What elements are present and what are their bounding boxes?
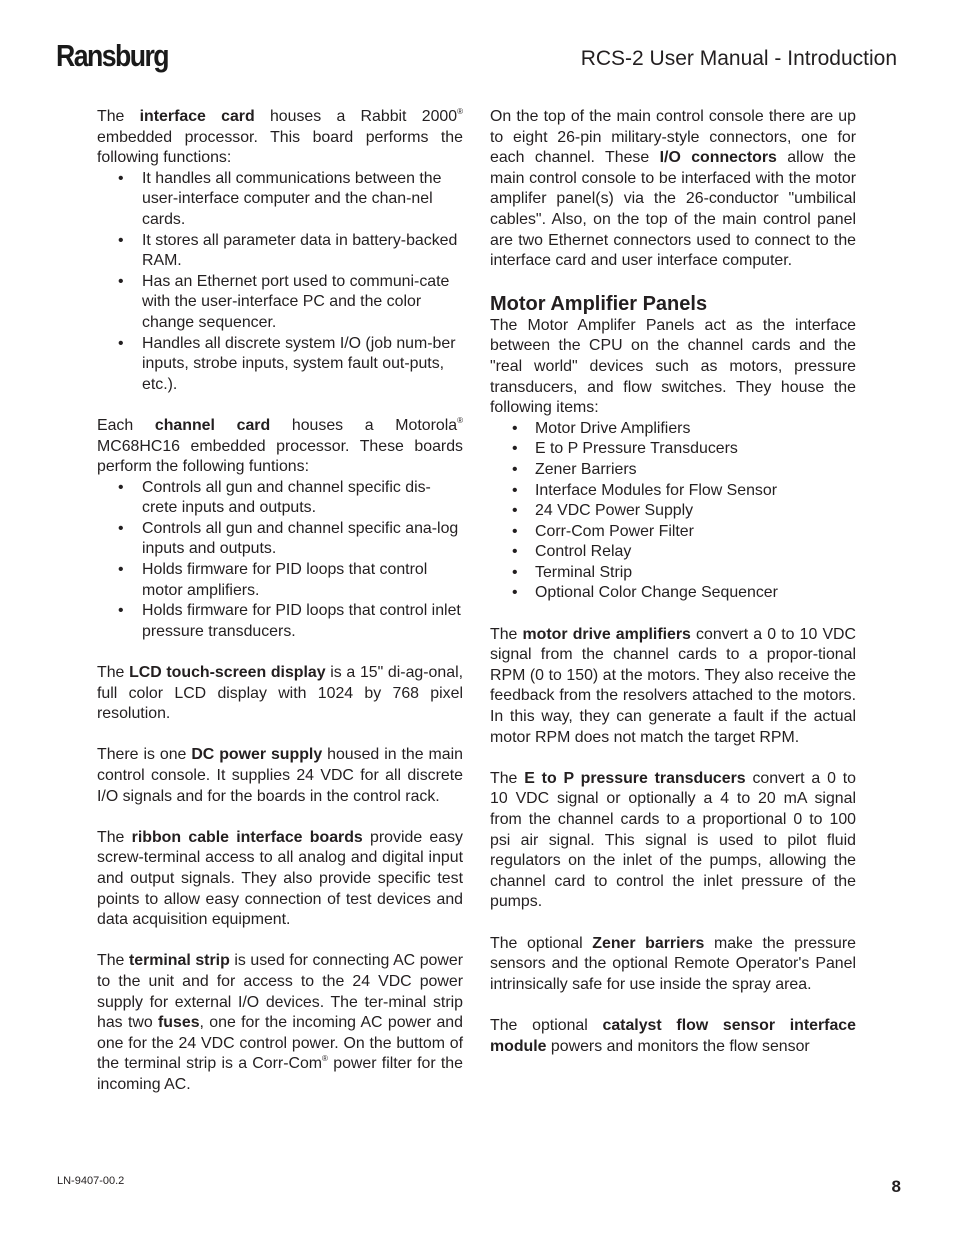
terminal-strip-paragraph: The terminal strip is used for connecting AC power to the unit and for access to the 24 VDC power supply for external I/O devices. The ter-minal strip has two fuses, one for the incoming AC power and one for the 24 VDC control power. On the buttom of the terminal strip is a Corr-Com® power filter for the incoming AC. [97, 952, 464, 1093]
list-item: • Controls all gun and channel specific dis-crete inputs and outputs. [97, 478, 463, 519]
list-item: • Holds firmware for PID loops that control inlet pressure transducers. [97, 601, 463, 642]
list-item: • 24 VDC Power Supply [490, 501, 856, 522]
zener-barriers-paragraph: The optional Zener barriers make the pressure sensors and the optional Remote Operator's Panel intrinsically safe for use inside the spray area. [490, 934, 856, 993]
right-column [490, 107, 856, 1057]
header-title: RCS-2 User Manual - Introduction [580, 47, 897, 70]
list-item: • Control Relay [490, 542, 856, 563]
list-item: • Corr-Com Power Filter [490, 522, 856, 543]
channel-card-functions-list [97, 478, 463, 643]
left-column [97, 107, 463, 1096]
document-number: LN-9407-00.2 [57, 1175, 125, 1187]
list-item: • Motor Drive Amplifiers [490, 419, 856, 440]
list-item: • Has an Ethernet port used to communi-cate with the user-interface PC and the color change sequencer. [97, 272, 463, 334]
interface-card-functions-list [97, 169, 463, 396]
pressure-transducers-paragraph: The E to P pressure transducers convert a 0 to 10 VDC signal or optionally a 4 to 20 mA signal from the channel cards to a proportional 0 to 100 psi air signal. This signal is used to pilot fluid regulators on the inlet of the pumps, allowing the channel card to control the inlet pressure of the pumps. [490, 769, 857, 911]
list-item: • It stores all parameter data in battery-backed RAM. [97, 231, 463, 272]
brand-logo: Ransburg [56, 38, 169, 73]
motor-amplifier-items-list [490, 419, 856, 604]
page-number: 8 [891, 1177, 901, 1196]
list-item: • Interface Modules for Flow Sensor [490, 481, 856, 502]
motor-amplifier-intro-paragraph: The Motor Amplifer Panels act as the interface between the CPU on the channel cards and the "real world" devices such as motors, pressure transducers, and flow switches. They house the following items: [490, 316, 856, 417]
list-item: • Terminal Strip [490, 563, 856, 584]
flow-sensor-paragraph: The optional catalyst flow sensor interface module powers and monitors the flow sensor [490, 1016, 856, 1055]
list-item: • E to P Pressure Transducers [490, 439, 856, 460]
motor-drive-amplifiers-paragraph: The motor drive amplifiers convert a 0 to 10 VDC signal from the channel cards to a propor-tional RPM (0 to 150) at the motors. They also receive the feedback from the resolvers attached to the motors. In this way, they can generate a fault if the actual motor RPM does not match the target RPM. [490, 625, 856, 746]
ribbon-cable-paragraph: The ribbon cable interface boards provide easy screw-terminal access to all analog and digital input and output signals. They also provide specific test points to allow easy connection of test devices and data acquisition equipment. [97, 828, 463, 929]
io-connectors-paragraph: On the top of the main control console there are up to eight 26-pin military-style connectors, one for each channel. These I/O connectors allow the main control console to be interfaced with the motor amplifer panel(s) via the 26-conductor "umbilical cables". Also, on the top of the main control panel are two Ethernet connectors used to connect to the interface card and user interface computer. [490, 108, 856, 270]
list-item: • It handles all communications between the user-interface computer and the chan-nel cards. [97, 169, 463, 231]
section-heading: Motor Amplifier Panels [490, 292, 708, 315]
lcd-display-paragraph: The LCD touch-screen display is a 15" di-ag-onal, full color LCD display with 1024 by 768 pixel resolution. [97, 664, 464, 723]
list-item: • Zener Barriers [490, 460, 856, 481]
list-item: • Optional Color Change Sequencer [490, 583, 856, 604]
list-item: • Handles all discrete system I/O (job num-ber inputs, strobe inputs, system fault out-puts, etc.). [97, 334, 463, 396]
interface-card-paragraph: The interface card houses a Rabbit 2000® embedded processor. This board performs the following functions: [97, 107, 463, 167]
list-item: • Controls all gun and channel specific ana-log inputs and outputs. [97, 519, 463, 560]
channel-card-paragraph: Each channel card houses a Motorola® MC68HC16 embedded processor. These boards perform the following funtions: [97, 415, 464, 476]
list-item: • Holds firmware for PID loops that control motor amplifiers. [97, 560, 463, 601]
dc-power-supply-paragraph: There is one DC power supply housed in the main control console. It supplies 24 VDC for all discrete I/O signals and for the boards in the control rack. [97, 746, 463, 805]
